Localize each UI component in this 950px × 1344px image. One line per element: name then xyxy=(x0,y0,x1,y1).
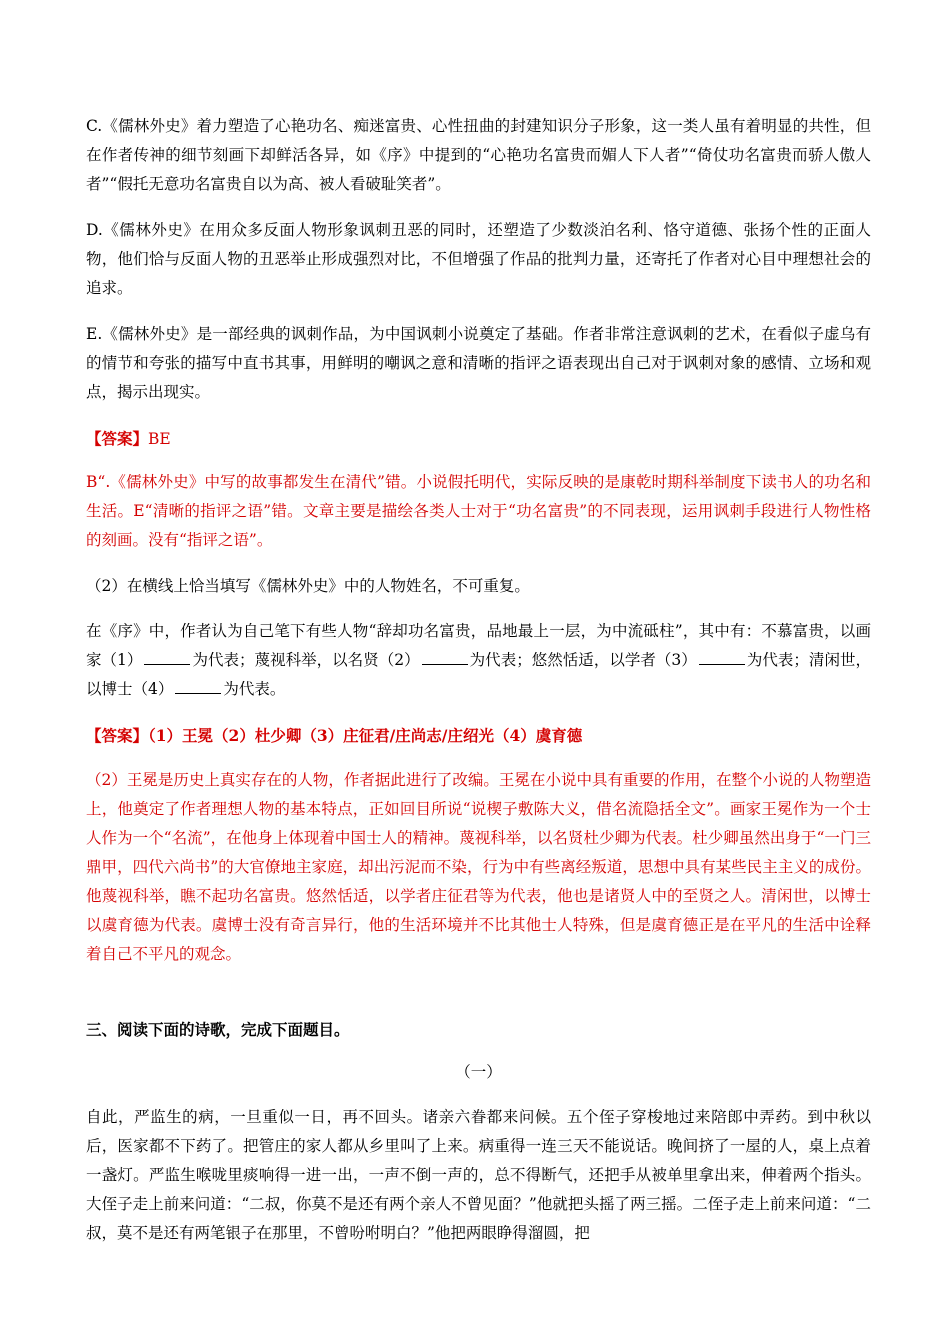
fill-text-1: 在《序》中，作者认为自己笔下有些人物“辞却功名富贵，品地最上一层，为中流砥柱”，其中有：不慕富贵，以画家（1） xyxy=(86,622,871,669)
fill-in-question xyxy=(86,617,871,704)
blank-4[interactable] xyxy=(175,692,221,694)
option-c: C.《儒林外史》着力塑造了心艳功名、痴迷富贵、心性扭曲的封建知识分子形象，这一类人虽有着明显的共性，但在作者传神的细节刻画下却鲜活各异，如《序》中提到的“心艳功名富贵而媚人下人者”“倚仗功名富贵而骄人傲人者”“假托无意功名富贵自以为高、被人看破耻笑者”。 xyxy=(86,117,871,193)
blank-2[interactable] xyxy=(422,663,468,665)
subsection-heading: （一） xyxy=(455,1063,502,1081)
fill-text-2: 为代表；蔑视科举，以名贤（2） xyxy=(192,651,420,669)
question-2: （2）在横线上恰当填写《儒林外史》中的人物姓名，不可重复。 xyxy=(86,577,530,595)
fill-text-4: 为代表；清闲世，以博士（4） xyxy=(86,651,871,698)
option-e: E.《儒林外史》是一部经典的讽刺作品，为中国讽刺小说奠定了基础。作者非常注意讽刺的艺术，在看似子虚乌有的情节和夸张的描写中直书其事，用鲜明的嘲讽之意和清晰的指评之语表现出自己对于讽刺对象的感情、立场和观点，揭示出现实。 xyxy=(86,325,871,401)
fill-text-3: 为代表；悠然恬适，以学者（3） xyxy=(469,651,697,669)
answer-2 xyxy=(86,721,871,751)
explanation-1: B“.《儒林外史》中写的故事都发生在清代”错。小说假托明代，实际反映的是康乾时期科举制度下读书人的功名和生活。E“清晰的指评之语”错。文章主要是描绘各类人士对于“功名富贵”的不同表现，运用讽刺手段进行人物性格的刻画。没有“指评之语”。 xyxy=(86,473,871,549)
blank-1[interactable] xyxy=(144,663,190,665)
answer-label: 【答案】 xyxy=(86,429,149,448)
answer-value: （1）王冕（2）杜少卿（3）庄征君/庄尚志/庄绍光（4）虞育德 xyxy=(148,726,583,745)
answer-1 xyxy=(86,424,871,454)
option-d: D.《儒林外史》在用众多反面人物形象讽刺丑恶的同时，还塑造了少数淡泊名利、恪守道德、张扬个性的正面人物，他们恰与反面人物的丑恶举止形成强烈对比，不但增强了作品的批判力量，还寄托了作者对心目中理想社会的追求。 xyxy=(86,221,871,297)
section-3-title: 三、阅读下面的诗歌，完成下面题目。 xyxy=(86,1020,350,1039)
answer-value: BE xyxy=(148,430,171,448)
answer-label: 【答案】 xyxy=(86,726,149,745)
fill-text-5: 为代表。 xyxy=(223,680,286,698)
reading-passage: 自此，严监生的病，一旦重似一日，再不回头。诸亲六眷都来问候。五个侄子穿梭地过来陪郎中弄药。到中秋以后，医家都不下药了。把管庄的家人都从乡里叫了上来。病重得一连三天不能说话。晚间挤了一屋的人，桌上点着一盏灯。严监生喉咙里痰响得一进一出，一声不倒一声的，总不得断气，还把手从被单里拿出来，伸着两个指头。大侄子走上前来问道：“二叔，你莫不是还有两个亲人不曾见面？”他就把头摇了两三摇。二侄子走上前来问道：“二叔，莫不是还有两笔银子在那里，不曾吩咐明白？”他把两眼睁得溜圆，把 xyxy=(86,1108,871,1242)
explanation-2: （2）王冕是历史上真实存在的人物，作者据此进行了改编。王冕在小说中具有重要的作用，在整个小说的人物塑造上，他奠定了作者理想人物的基本特点，正如回目所说“说楔子敷陈大义，借名流隐括全文”。画家王冕作为一个士人作为一个“名流”，在他身上体现着中国士人的精神。蔑视科举，以名贤杜少卿为代表。杜少卿虽然出身于“一门三鼎甲，四代六尚书”的大官僚地主家庭，却出污泥而不染，行为中有些离经叛道，思想中具有某些民主主义的成份。他蔑视科举，瞧不起功名富贵。悠然恬适，以学者庄征君等为代表，他也是诸贤人中的至贤之人。清闲世，以博士以虞育德为代表。虞博士没有奇言异行，他的生活环境并不比其他士人特殊，但是虞育德正是在平凡的生活中诠释着自己不平凡的观念。 xyxy=(86,771,871,963)
blank-3[interactable] xyxy=(699,663,745,665)
